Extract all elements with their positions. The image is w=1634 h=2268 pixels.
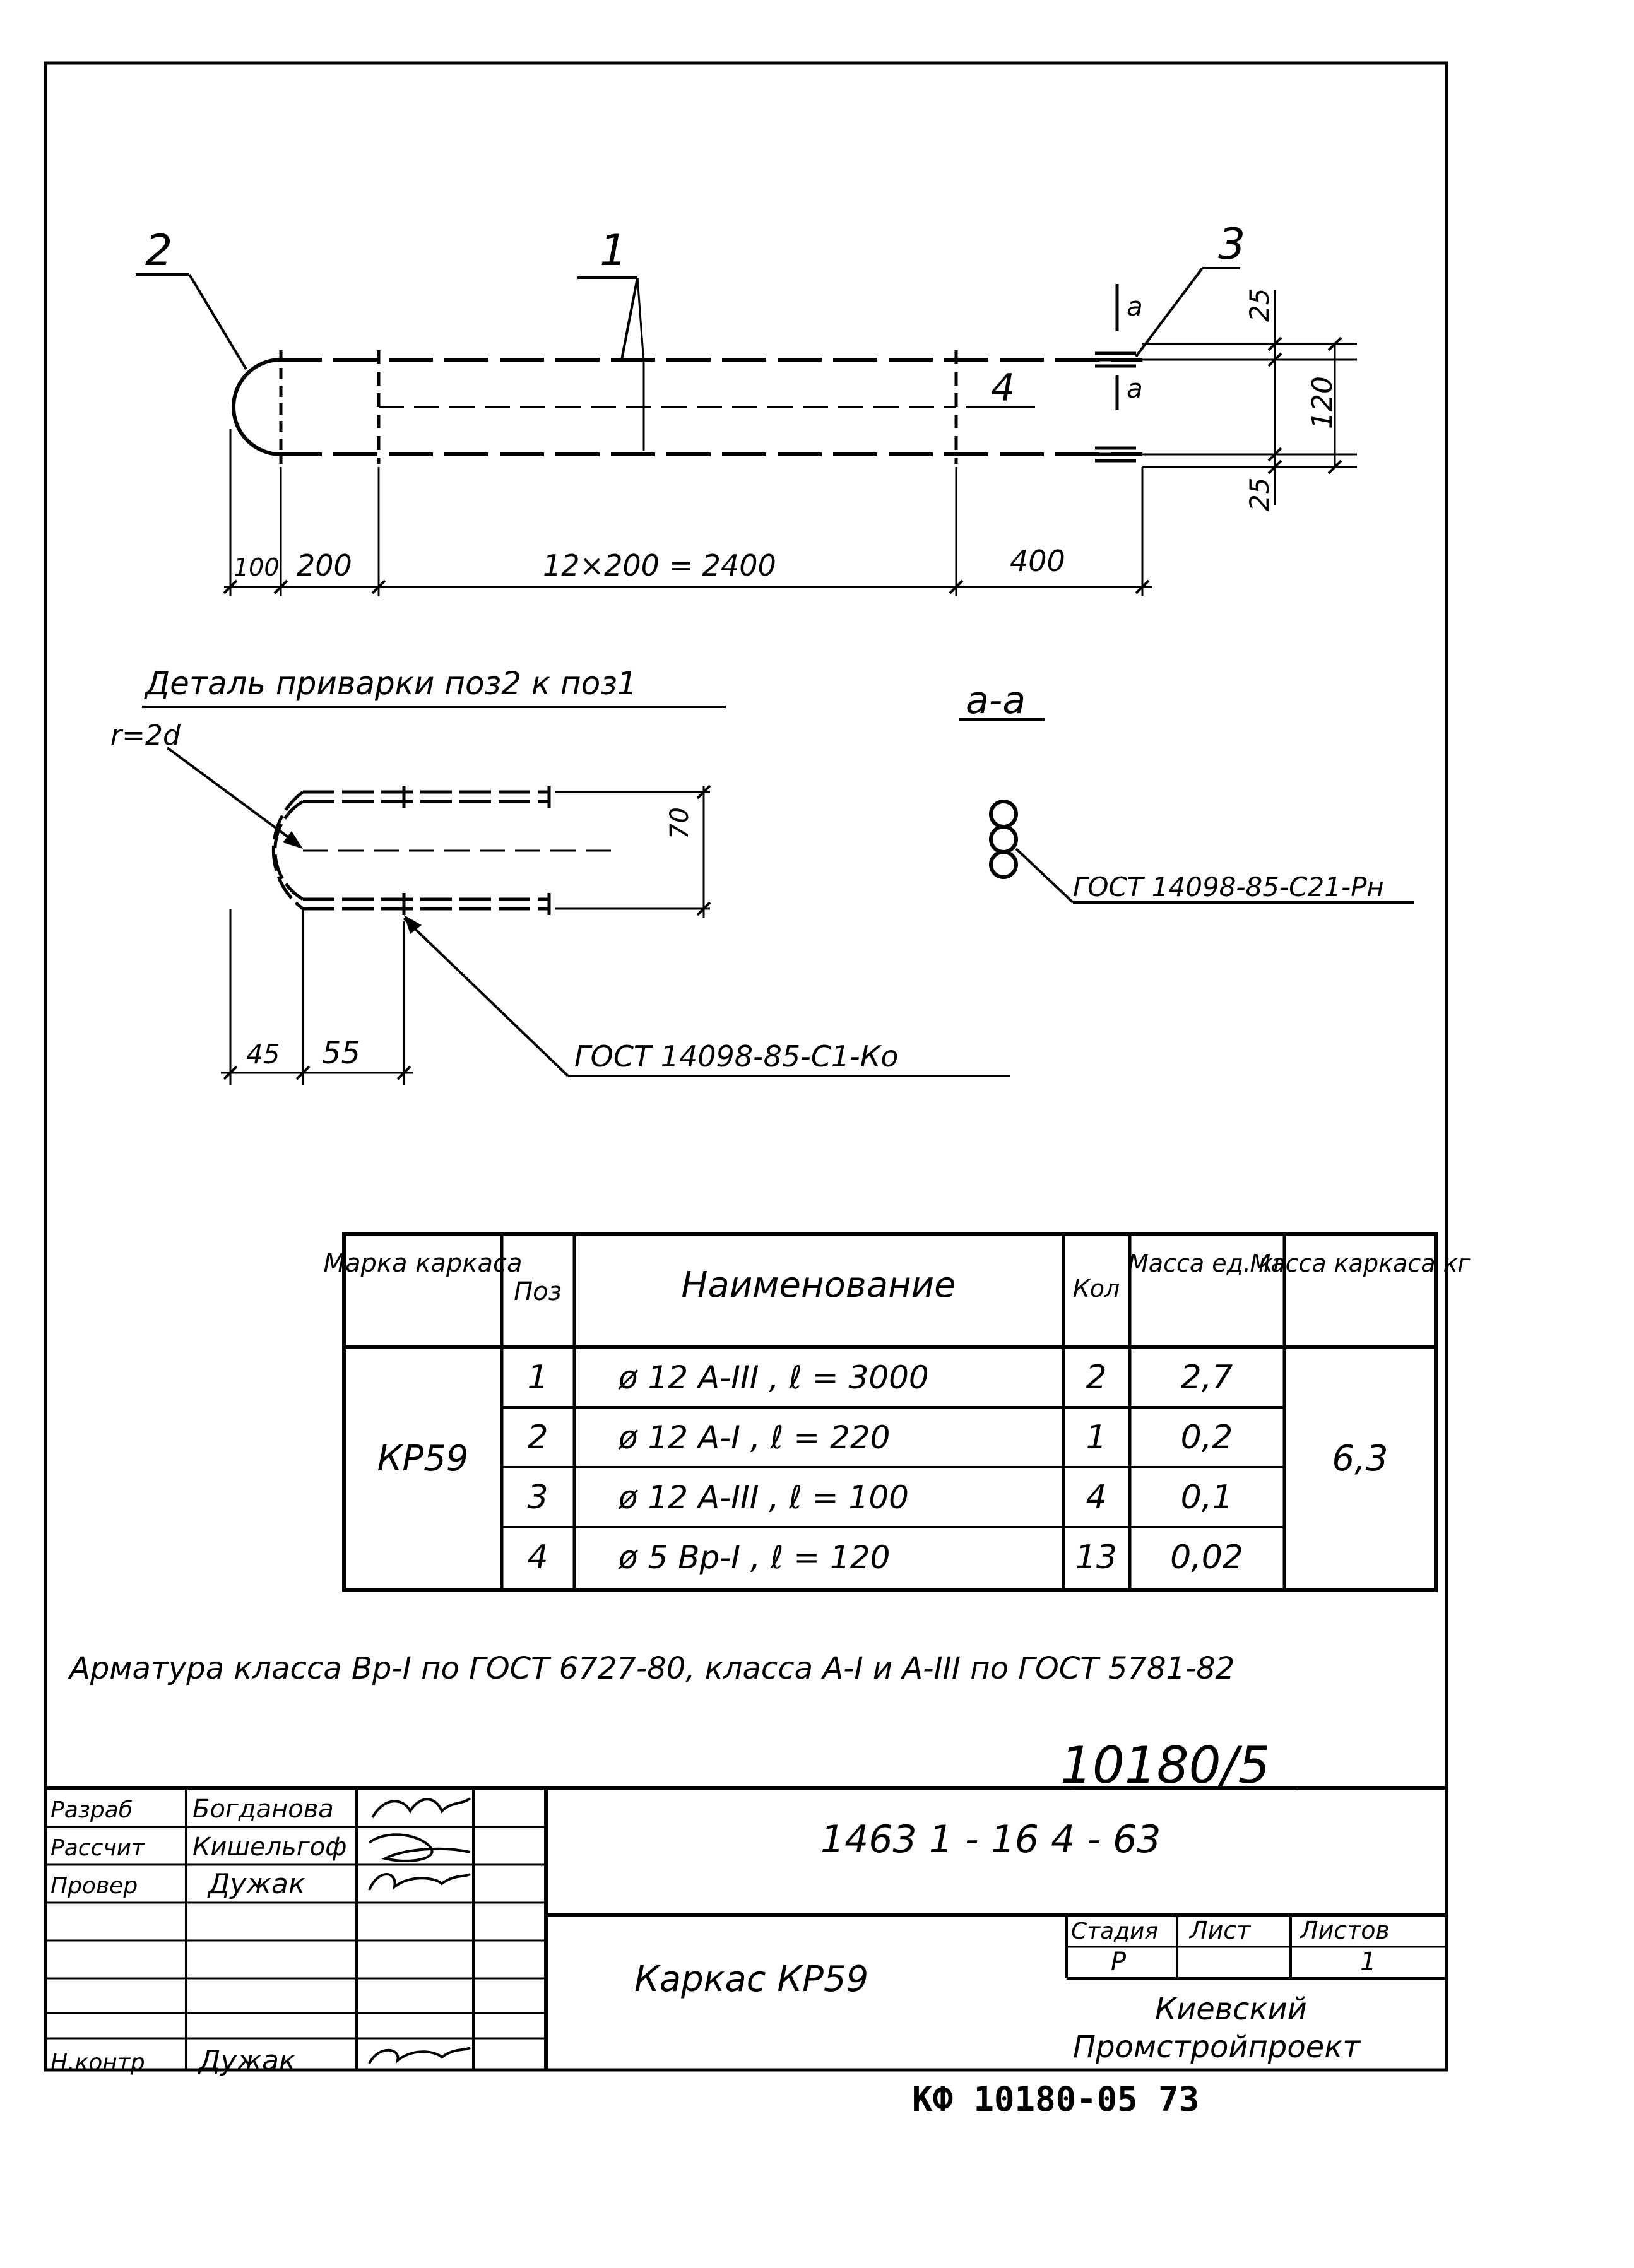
name-calculated: Кишельгоф (192, 1833, 347, 1862)
notes (68, 1651, 1270, 1795)
header-qty: Кол (1072, 1275, 1120, 1302)
bend-rod-pos2 (234, 360, 281, 454)
dim-400: 400 (1010, 544, 1065, 578)
title-block-text (50, 1795, 1390, 2077)
sheets-value: 1 (1360, 1947, 1376, 1976)
header-name: Наименование (681, 1265, 956, 1306)
name-developer: Богданова (192, 1795, 334, 1824)
row-2-name: ø 12 А-I , ℓ = 220 (619, 1419, 891, 1456)
row-2-mass: 0,2 (1180, 1419, 1233, 1456)
main-drawing-labels (145, 220, 1339, 582)
row-1-qty: 2 (1086, 1359, 1107, 1397)
name-checked: Дужак (208, 1868, 305, 1900)
dim-120: 120 (1306, 376, 1339, 429)
header-mark: Марка каркаса (323, 1249, 523, 1278)
row-3-pos: 3 (527, 1479, 548, 1516)
signature-norm-control (369, 2048, 470, 2064)
drawing-title: Каркас КР59 (634, 1959, 869, 2000)
row-1-pos: 1 (527, 1359, 548, 1397)
signature-checked (369, 1874, 470, 1890)
pos-label-2: 2 (145, 226, 173, 276)
pos-label-1: 1 (600, 226, 627, 276)
row-4-name: ø 5 Вр-I , ℓ = 120 (619, 1539, 891, 1576)
label-sheets: Листов (1300, 1917, 1390, 1944)
dim-25-bottom: 25 (1244, 477, 1275, 511)
header-frame-mass: Масса каркаса кг (1250, 1249, 1471, 1277)
name-norm-control: Дужак (199, 2045, 296, 2077)
header-unit-mass: Масса ед. кг (1128, 1249, 1286, 1277)
row-4-pos: 4 (527, 1539, 548, 1576)
radius-label: r=2d (110, 719, 181, 752)
row-1-mass: 2,7 (1180, 1359, 1233, 1397)
stamp-number: 10180/5 (1060, 1736, 1270, 1795)
role-checked: Провер (50, 1873, 138, 1899)
weld-detail-labels (110, 665, 899, 1073)
label-sheet: Лист (1190, 1917, 1251, 1944)
weld-detail-drawing (142, 707, 1010, 1085)
label-stage: Стадия (1071, 1918, 1159, 1944)
pos-label-3: 3 (1218, 220, 1246, 269)
row-4-mass: 0,02 (1170, 1539, 1243, 1576)
section-mark-bottom: a (1127, 373, 1143, 404)
weld-detail-title: Деталь приварки поз2 к поз1 (145, 665, 637, 702)
dim-100: 100 (234, 553, 280, 581)
detail-dim-55: 55 (322, 1036, 361, 1071)
section-mark-top: a (1127, 291, 1143, 322)
main-frame-drawing (136, 268, 1357, 596)
weld-spec-c21-rn: ГОСТ 14098-85-С21-Рн (1073, 871, 1384, 902)
role-norm-control: Н.контр (50, 2050, 145, 2076)
org-line-1: Киевский (1155, 1992, 1307, 2027)
role-calculated: Рассчит (50, 1835, 145, 1861)
reinforcement-note: Арматура класса Вр-I по ГОСТ 6727-80, класса А-I и А-III по ГОСТ 5781-82 (69, 1651, 1235, 1686)
signature-developer (372, 1798, 470, 1817)
section-aa-labels (966, 678, 1384, 902)
row-2-pos: 2 (527, 1419, 548, 1456)
detail-height-70: 70 (665, 807, 694, 839)
weld-spec-c1-ko: ГОСТ 14098-85-С1-Ко (574, 1039, 899, 1073)
frame-total-mass: 6,3 (1332, 1438, 1388, 1479)
signature-calculated (369, 1834, 470, 1861)
org-line-2: Промстройпроект (1073, 2029, 1361, 2065)
stage-value: Р (1111, 1947, 1127, 1976)
dim-200: 200 (297, 548, 352, 582)
role-developer: Разраб (50, 1797, 133, 1823)
frame-mark: КР59 (377, 1438, 469, 1479)
footer-code: КФ 10180-05 73 (912, 2079, 1200, 2119)
document-code: 1463 1 - 16 4 - 63 (820, 1817, 1161, 1862)
section-aa-title: а-а (966, 678, 1026, 723)
row-2-qty: 1 (1086, 1419, 1107, 1456)
header-pos: Поз (514, 1277, 562, 1306)
row-3-mass: 0,1 (1180, 1479, 1233, 1516)
row-4-qty: 13 (1075, 1539, 1118, 1576)
row-1-name: ø 12 А-III , ℓ = 3000 (619, 1359, 929, 1396)
pos-label-4: 4 (991, 366, 1015, 410)
dim-25-top: 25 (1244, 288, 1275, 322)
signatures (369, 1798, 470, 2064)
row-3-qty: 4 (1086, 1479, 1107, 1516)
detail-dim-45: 45 (246, 1039, 280, 1070)
dim-2400: 12×200 = 2400 (543, 548, 776, 582)
row-3-name: ø 12 А-III , ℓ = 100 (619, 1479, 909, 1516)
